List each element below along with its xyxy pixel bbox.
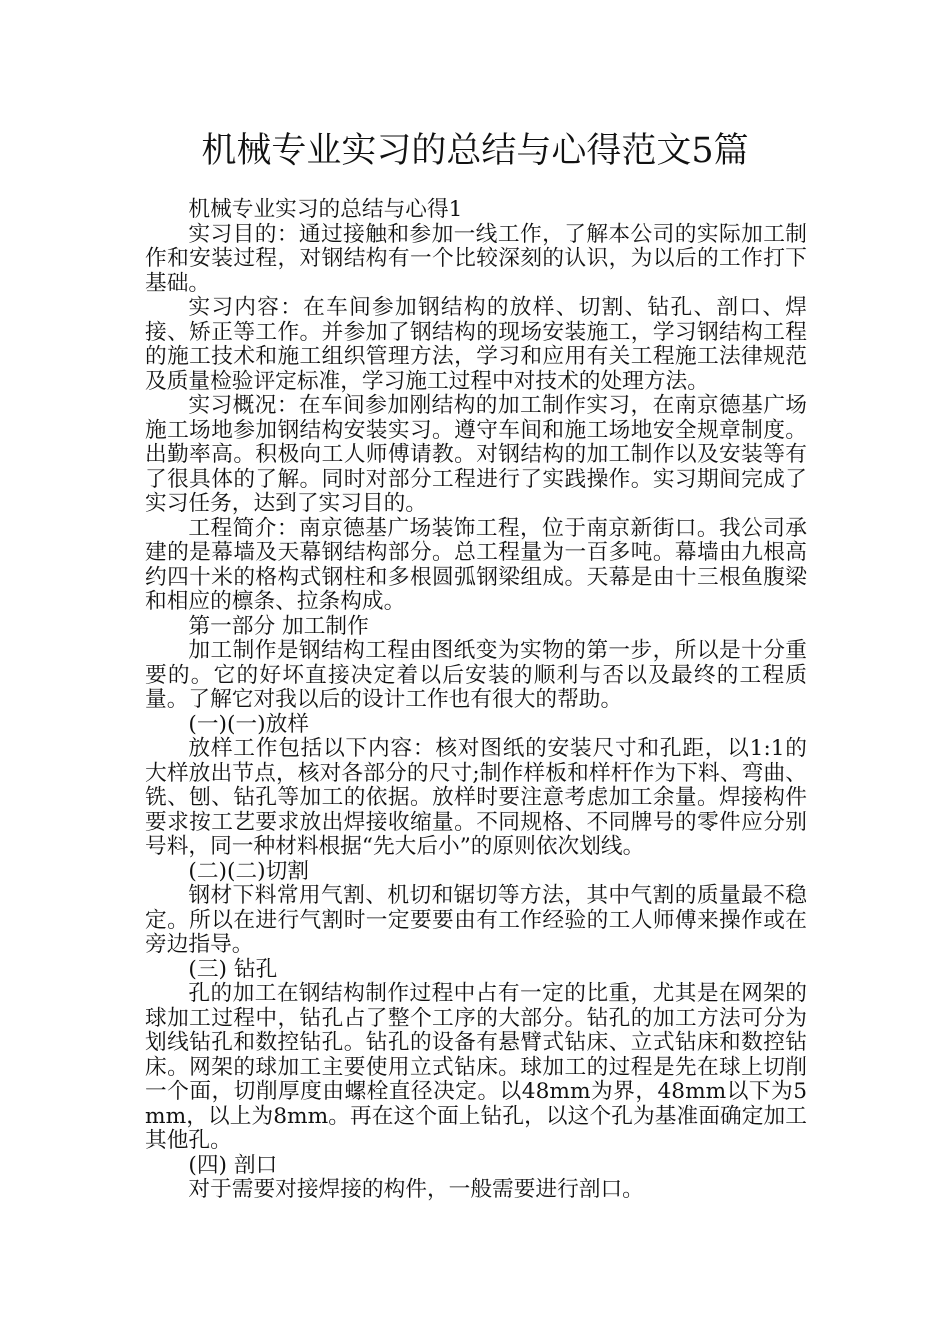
paragraph-project-intro: 工程简介：南京德基广场装饰工程，位于南京新街口。我公司承建的是幕墙及天幕钢结构部分。总工程量为一百多吨。幕墙由九根高约四十米的格构式钢柱和多根圆弧钢梁组成。天幕是由十三根鱼腹梁和相应的檩条、拉条构成。	[145, 515, 807, 614]
document-title: 机械专业实习的总结与心得范文5篇	[201, 131, 749, 171]
subheading-layout: (一)(一)放样	[188, 711, 309, 737]
paragraph-beveling: 对于需要对接焊接的构件，一般需要进行剖口。	[188, 1177, 644, 1202]
document-body	[145, 198, 807, 1203]
paragraph-content: 实习内容：在车间参加钢结构的放样、切割、钻孔、剖口、焊接、矫正等工作。并参加了钢结构的现场安装施工，学习钢结构工程的施工技术和施工组织管理方法，学习和应用有关工程施工法律规范及质量检验评定标准，学习施工过程中对技术的处理方法。	[145, 295, 807, 394]
paragraph-overview: 实习概况：在车间参加刚结构的加工制作实习，在南京德基广场施工场地参加钢结构安装实习。遵守车间和施工场地安全规章制度。出勤率高。积极向工人师傅请教。对钢结构的加工制作以及安装等有了很具体的了解。同时对部分工程进行了实践操作。实习期间完成了实习任务，达到了实习目的。	[145, 393, 807, 516]
subheading-beveling: (四) 剖口	[188, 1152, 278, 1178]
paragraph-layout: 放样工作包括以下内容：核对图纸的安装尺寸和孔距，以1:1的大样放出节点，核对各部分的尺寸;制作样板和样杆作为下料、弯曲、铣、刨、钻孔等加工的依据。放样时要注意考虑加工余量。焊接构件要求按工艺要求放出焊接收缩量。不同规格、不同牌号的零件应分别号料，同一种材料根据“先大后小”的原则依次划线。	[145, 736, 807, 859]
part-one-heading: 第一部分 加工制作	[188, 613, 369, 639]
paragraph-drilling: 孔的加工在钢结构制作过程中占有一定的比重，尤其是在网架的球加工过程中，钻孔占了整个工序的大部分。钻孔的加工方法可分为划线钻孔和数控钻孔。钻孔的设备有悬臂式钻床、立式钻床和数控钻床。网架的球加工主要使用立式钻床。球加工的过程是先在球上切削一个面，切削厚度由螺栓直径决定。以48mm为界，48mm以下为5mm，以上为8mm。再在这个面上钻孔，以这个孔为基准面确定加工其他孔。	[145, 981, 807, 1153]
subheading-cutting: (二)(二)切割	[188, 858, 309, 884]
subheading-drilling: (三) 钻孔	[188, 956, 278, 982]
paragraph-fabrication: 加工制作是钢结构工程由图纸变为实物的第一步，所以是十分重要的。它的好坏直接决定着以后安装的顺利与否以及最终的工程质量。了解它对我以后的设计工作也有很大的帮助。	[145, 638, 807, 712]
paragraph-purpose: 实习目的：通过接触和参加一线工作，了解本公司的实际加工制作和安装过程，对钢结构有一个比较深刻的认识，为以后的工作打下基础。	[145, 221, 807, 296]
section-title: 机械专业实习的总结与心得1	[188, 197, 463, 222]
paragraph-cutting: 钢材下料常用气割、机切和锯切等方法，其中气割的质量最不稳定。所以在进行气割时一定要要由有工作经验的工人师傅来操作或在旁边指导。	[145, 883, 807, 957]
